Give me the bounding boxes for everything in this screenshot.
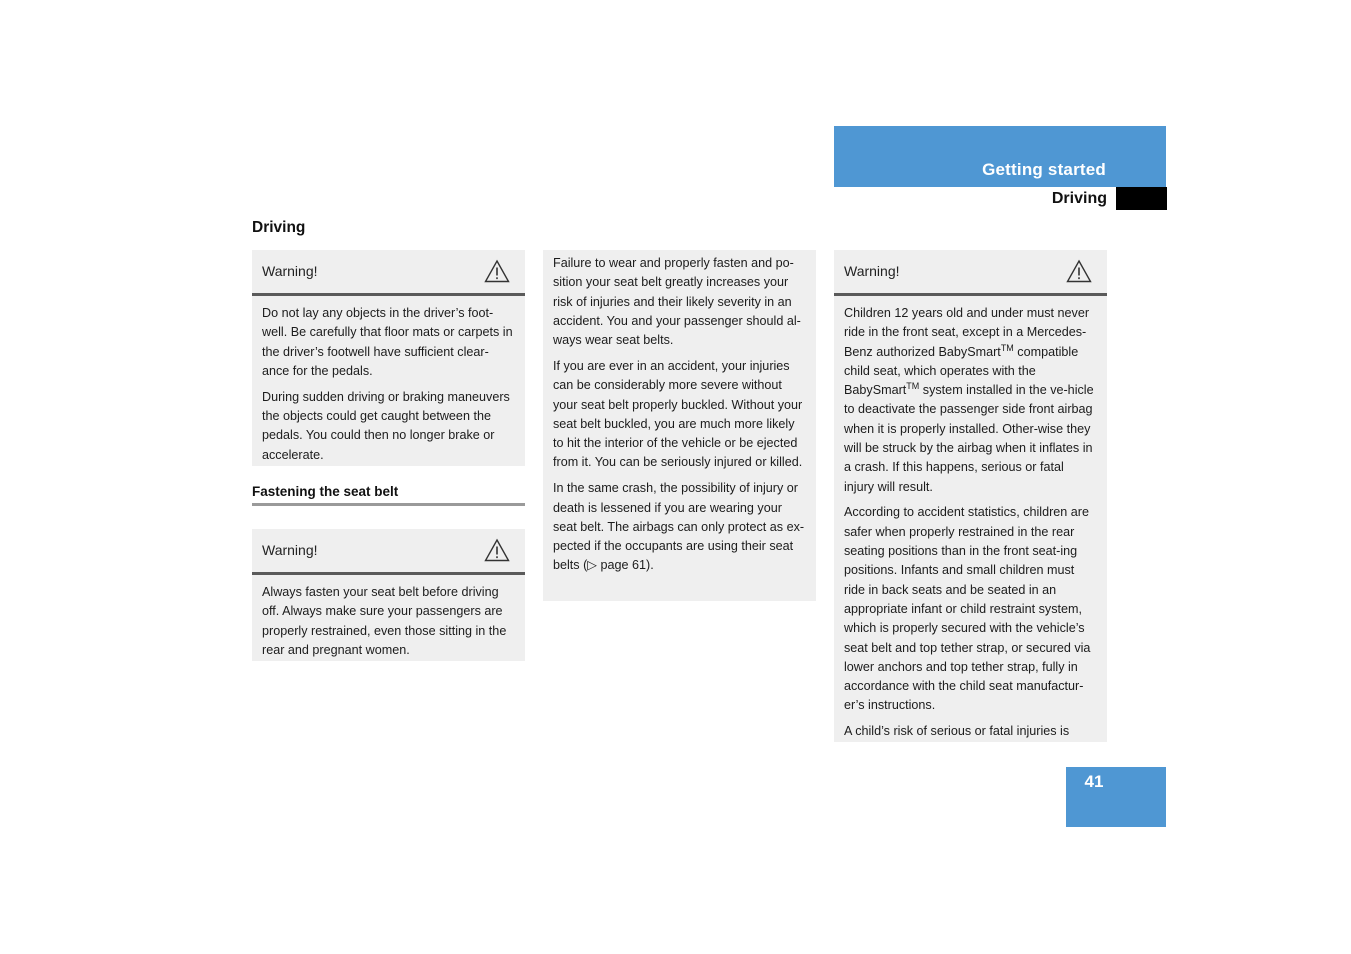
warning-header [834,250,1107,296]
paragraph: Failure to wear and properly fasten and po-sition your seat belt greatly increases your risk of injuries and their likely severity in an accident. You and your passenger should al-ways wear seat belts. [553,256,801,348]
paragraph: Do not lay any objects in the driver’s foot-well. Be carefully that floor mats or carpets in the driver’s footwell have sufficient clear-ance for the pedals. [262,306,513,378]
section-title: Driving [252,219,306,236]
warning-header [252,250,525,296]
warning-body [834,296,1107,742]
trademark: TM [1000,342,1014,353]
paragraph: During sudden driving or braking maneuvers the objects could get caught between the pedals. You could then no longer brake or accelerate. [262,389,510,462]
page-number-tab [1066,767,1166,827]
paragraph: A child’s risk of serious or fatal injuries is [844,724,1070,739]
paragraph: In the same crash, the possibility of injury or death is lessened if you are wearing your seat belt. The airbags can only protect as ex-pected if the occupants are using their seat belts (▷ page 61). [553,481,805,573]
warning-label: Warning! [844,263,900,279]
warning-box-seat-belt [252,529,525,661]
paragraph: Always fasten your seat belt before driving off. Always make sure your passengers are properly restrained, even those sitting in the rear and pregnant women. [262,585,507,657]
warning-triangle-icon [484,538,510,562]
text-segment: compatible child seat, which operates with the BabySmart [844,344,1079,398]
warning-body [252,575,525,660]
warning-triangle-icon [484,259,510,283]
paragraph: If you are ever in an accident, your injuries can be considerably more severe without your seat belt properly buckled. Without your seat belt buckled, you are much more likely to hit the interior of the vehicle or be ejected from it. You can be seriously injured or killed. [553,358,803,470]
text-segment: Children 12 years old and under must never ride in the front seat, except in a Mercedes-Benz authorized BabySmart [844,306,1090,359]
seat-belt-info-box [543,250,816,601]
chapter-header-bar [834,126,1166,187]
page-number: 41 [1084,772,1104,791]
warning-box-footwell [252,250,525,466]
paragraph [844,304,1097,497]
warning-header [252,529,525,575]
warning-label: Warning! [262,542,318,558]
paragraph: According to accident statistics, children are safer when properly restrained in the rear seating positions than in the front seat-ing positions. Infants and small children must ride in back seats and be seated in an appropriate infant or child restraint system, which is properly secured with the vehicle’s seat belt and top tether strap, or secured via lower anchors and top tether strap, fully in accordance with the child seat manufactur-er’s instructions. [844,505,1091,713]
warning-triangle-icon [1066,259,1092,283]
info-body [543,250,816,576]
warning-body [252,296,525,465]
warning-box-children [834,250,1107,742]
chapter-title: Getting started [982,160,1106,179]
text-segment: system installed in the ve-hicle to deactivate the passenger side front airbag when it is properly installed. Other-wise they will be struck by the airbag when it inflates in a crash. If this happens, serious or fatal injury will result. [844,383,1094,494]
warning-label: Warning! [262,263,318,279]
section-header: Driving [1051,190,1107,207]
section-marker [1116,187,1167,210]
subsection-title: Fastening the seat belt [252,484,525,506]
trademark: TM [906,381,920,391]
